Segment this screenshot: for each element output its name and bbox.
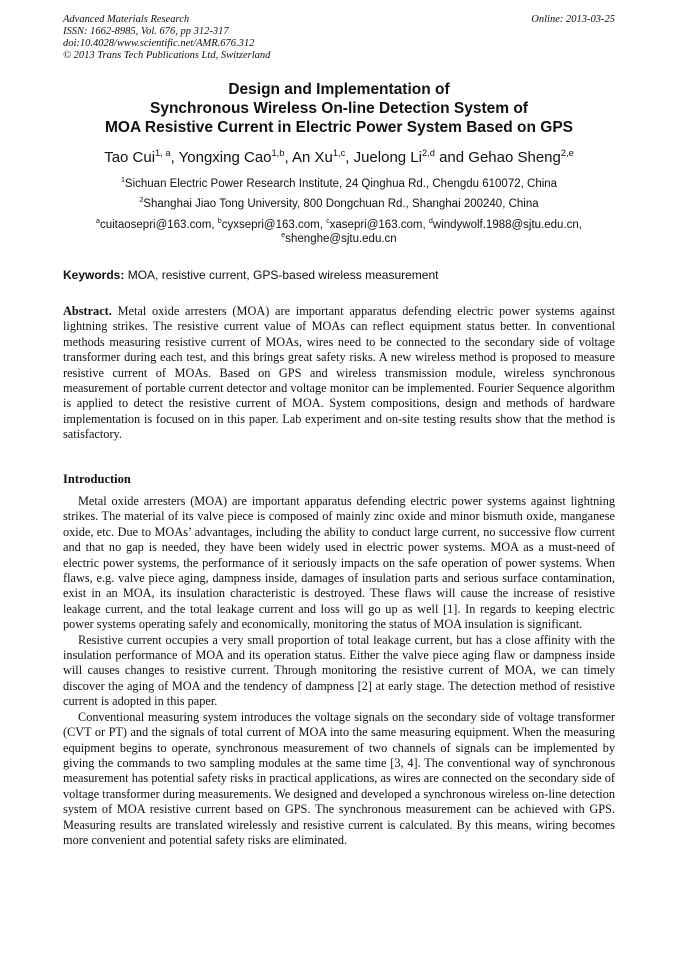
author: Juelong Li$^{2,d}$ bbox=[353, 148, 435, 166]
author: Gehao Sheng$^{2,e}$ bbox=[468, 148, 574, 166]
intro-paragraph-3: Conventional measuring system introduces the voltage signals on the secondary side of voltage transformer (CVT or PT) and the signals of total current of MOA into the same measuring equipment. When the measuring equipment begins to operate, synchronous measurement of two channels of signals can be implemented by giving the commands to two sampling modules at the same time [3, 4]. The conventional way of synchronous measurement has potential safety risks in practical applications, as wires are connected on the secondary side of voltage transformer during measurements. We designed and developed a synchronous wireless on-line detection system of MOA resistive current based on GPS. The synchronous measurement can be achieved with GPS. Measuring results are translated wirelessly and resistive current is calculated. By this means, wiring becomes more convenient and potential safety risks are eliminated. bbox=[63, 709, 615, 847]
introduction-body bbox=[63, 494, 615, 848]
email-link[interactable]: cuitaosepri@163.com, bbox=[99, 219, 218, 231]
journal-doi: doi:10.4028/www.scientific.net/AMR.676.312 bbox=[63, 38, 255, 49]
journal-copyright: © 2013 Trans Tech Publications Ltd, Switzerland bbox=[63, 50, 271, 61]
email-link[interactable]: shenghe@sjtu.edu.cn bbox=[285, 233, 397, 245]
intro-paragraph-1: Metal oxide arresters (MOA) are important apparatus defending electric power systems against lightning strikes. The material of its valve piece is composed of mainly zinc oxide and minor bismuth oxide, manganese oxide, etc. Due to MOAs’ advantages, including the ability to conduct large current, no successive flow current and that no gap is needed, they have been widely used in electric power systems. MOA as a must-need of electric power systems, the performance of it seriously impacts on the safe operation of power systems. When flaws, e.g. valve piece aging, dampness inside, damages of insulation parts and serious surface contamination, exist in an MOA, its insulation characteristic is destroyed. These flaws will cause the increase of resistive leakage current, and the total leakage current and loss will go up as well [1]. In regards to keeping electric power systems operating safely and economically, monitoring the status of MOA insulation is significant. bbox=[63, 494, 615, 632]
paper-title bbox=[40, 80, 638, 137]
author-list: Tao Cui$^{1, a}$, Yongxing Cao$^{1,b}$, An Xu$^{1,c}$, Juelong Li$^{2,d}$ and Gehao Sheng$^{2,e}$ bbox=[104, 148, 574, 166]
journal-issn: ISSN: 1662-8985, Vol. 676, pp 312-317 bbox=[63, 26, 229, 37]
section-heading-introduction: Introduction bbox=[63, 472, 131, 486]
abstract-text: Metal oxide arresters (MOA) are important apparatus defending electric power systems against lightning strikes. The resistive current value of MOAs can reflect equipment status better. In conventional methods measuring resistive current of MOAs, wires need to be connected to the secondary side of voltage transformer during each test, and this brings great safety risks. A new wireless method is proposed to measure resistive current of MOAs. Based on GPS and wireless transmission module, wireless synchronous measurement of portable current detector and voltage monitor can be implemented. Fourier Sequence algorithm is applied to detect the resistive current of MOA. System compositions, design and methods of hardware implementation is focused on in this paper. Lab experiment and on-site testing results show that the method is satisfactory. bbox=[63, 304, 619, 442]
keywords-text: MOA, resistive current, GPS-based wireless measurement bbox=[124, 268, 439, 282]
affiliation-2: $^2$Shanghai Jiao Tong University, 800 Dongchuan Rd., Shanghai 200240, China bbox=[139, 196, 539, 210]
abstract-label: Abstract. bbox=[63, 304, 112, 318]
abstract bbox=[63, 304, 619, 443]
email-link[interactable]: xasepri@163.com, bbox=[329, 219, 429, 231]
journal-name: Advanced Materials Research bbox=[63, 14, 190, 25]
keywords-label: Keywords: bbox=[63, 268, 125, 282]
intro-paragraph-2: Resistive current occupies a very small proportion of total leakage current, but has a close affinity with the insulation performance of MOA and its operation status. Either the valve piece aging flaw or dampness inside will causes changes to resistive current. Through monitoring the resistive current of MOA, we can timely discover the aging of MOA and the tendency of dampness [2] at early stage. The detection method of resistive current is adopted in this paper. bbox=[63, 632, 615, 709]
keywords bbox=[63, 268, 615, 283]
email-link[interactable]: windywolf.1988@sjtu.edu.cn, bbox=[432, 219, 582, 231]
journal-header bbox=[63, 14, 615, 62]
title-line-2: Synchronous Wireless On-line Detection System of bbox=[150, 100, 528, 117]
online-date: Online: 2013-03-25 bbox=[531, 14, 615, 25]
author: Yongxing Cao$^{1,b}$ bbox=[178, 148, 285, 166]
author-emails: $^a$cuitaosepri@163.com, $^b$cyxsepri@163.com, $^c$xasepri@163.com, $^d$windywolf.1988@sjtu.edu.cn, $^e$shenghe@sjtu.edu.cn bbox=[96, 217, 582, 245]
email-link[interactable]: cyxsepri@163.com, bbox=[221, 219, 327, 231]
title-line-1: Design and Implementation of bbox=[228, 81, 450, 98]
author: Tao Cui$^{1, a}$ bbox=[104, 148, 171, 166]
title-line-3: MOA Resistive Current in Electric Power System Based on GPS bbox=[104, 119, 574, 136]
author: An Xu$^{1,c}$ bbox=[291, 148, 346, 166]
affiliation-1: $^1$Sichuan Electric Power Research Institute, 24 Qinghua Rd., Chengdu 610072, China bbox=[120, 176, 558, 190]
